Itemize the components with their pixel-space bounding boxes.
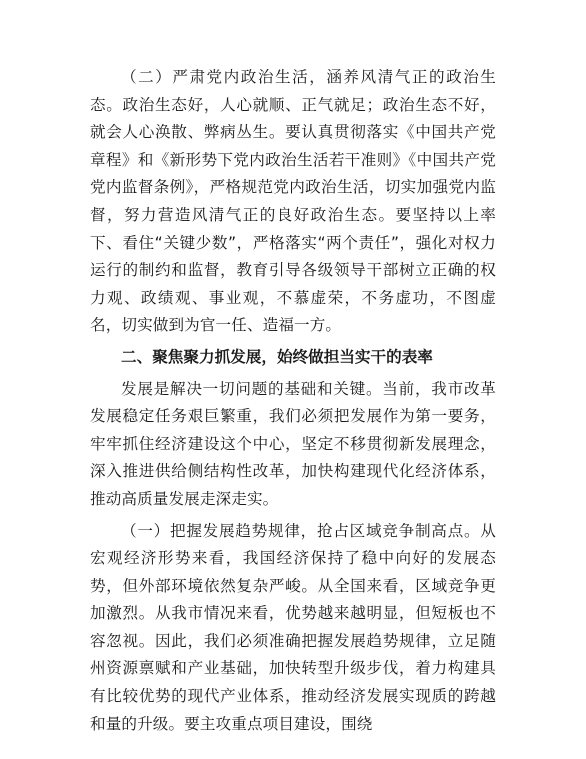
paragraph-political-life: （二）严肃党内政治生活，涵养风清气正的政治生态。政治生态好，人心就顺、正气就足；政治生态不好，就会人心涣散、弊病丛生。要认真贯彻落实《中国共产党章程》和《新形势下党内政治生活若干准则》《中国共产党党内监督条例》，严格规范党内政治生活，切实加强党内监督，努力营造风清气正的良好政治生态。要坚持以上率下、看住“关键少数”，严格落实“两个责任”，强化对权力运行的制约和监督，教育引导各级领导干部树立正确的权力观、政绩观、事业观，不慕虚荣，不务虚功，不图虚名，切实做到为官一任、造福一方。 — [90, 68, 496, 335]
paragraph-development-trend: （一）把握发展趋势规律，抢占区域竞争制高点。从宏观经济形势来看，我国经济保持了稳中向好的发展态势，但外部环境依然复杂严峻。从全国来看，区域竞争更加激烈。从我市情况来看，优势越来越明显，但短板也不容忽视。因此，我们必须准确把握发展趋势规律，立足随州资源禀赋和产业基础，加快转型升级步伐，着力构建具有比较优势的现代产业体系，推动经济发展实现质的跨越和量的升级。要主攻重点项目建设，围绕 — [90, 521, 496, 733]
section-heading-development: 二、聚焦聚力抓发展，始终做担当实干的表率 — [121, 347, 433, 366]
paragraph-development-key: 发展是解决一切问题的基础和关键。当前，我市改革发展稳定任务艰巨繁重，我们必须把发展作为第一要务，牢牢抓住经济建设这个中心，坚定不移贯彻新发展理念，深入推进供给侧结构性改革，加快构建现代化经济体系，推动高质量发展走深走实。 — [90, 379, 496, 508]
